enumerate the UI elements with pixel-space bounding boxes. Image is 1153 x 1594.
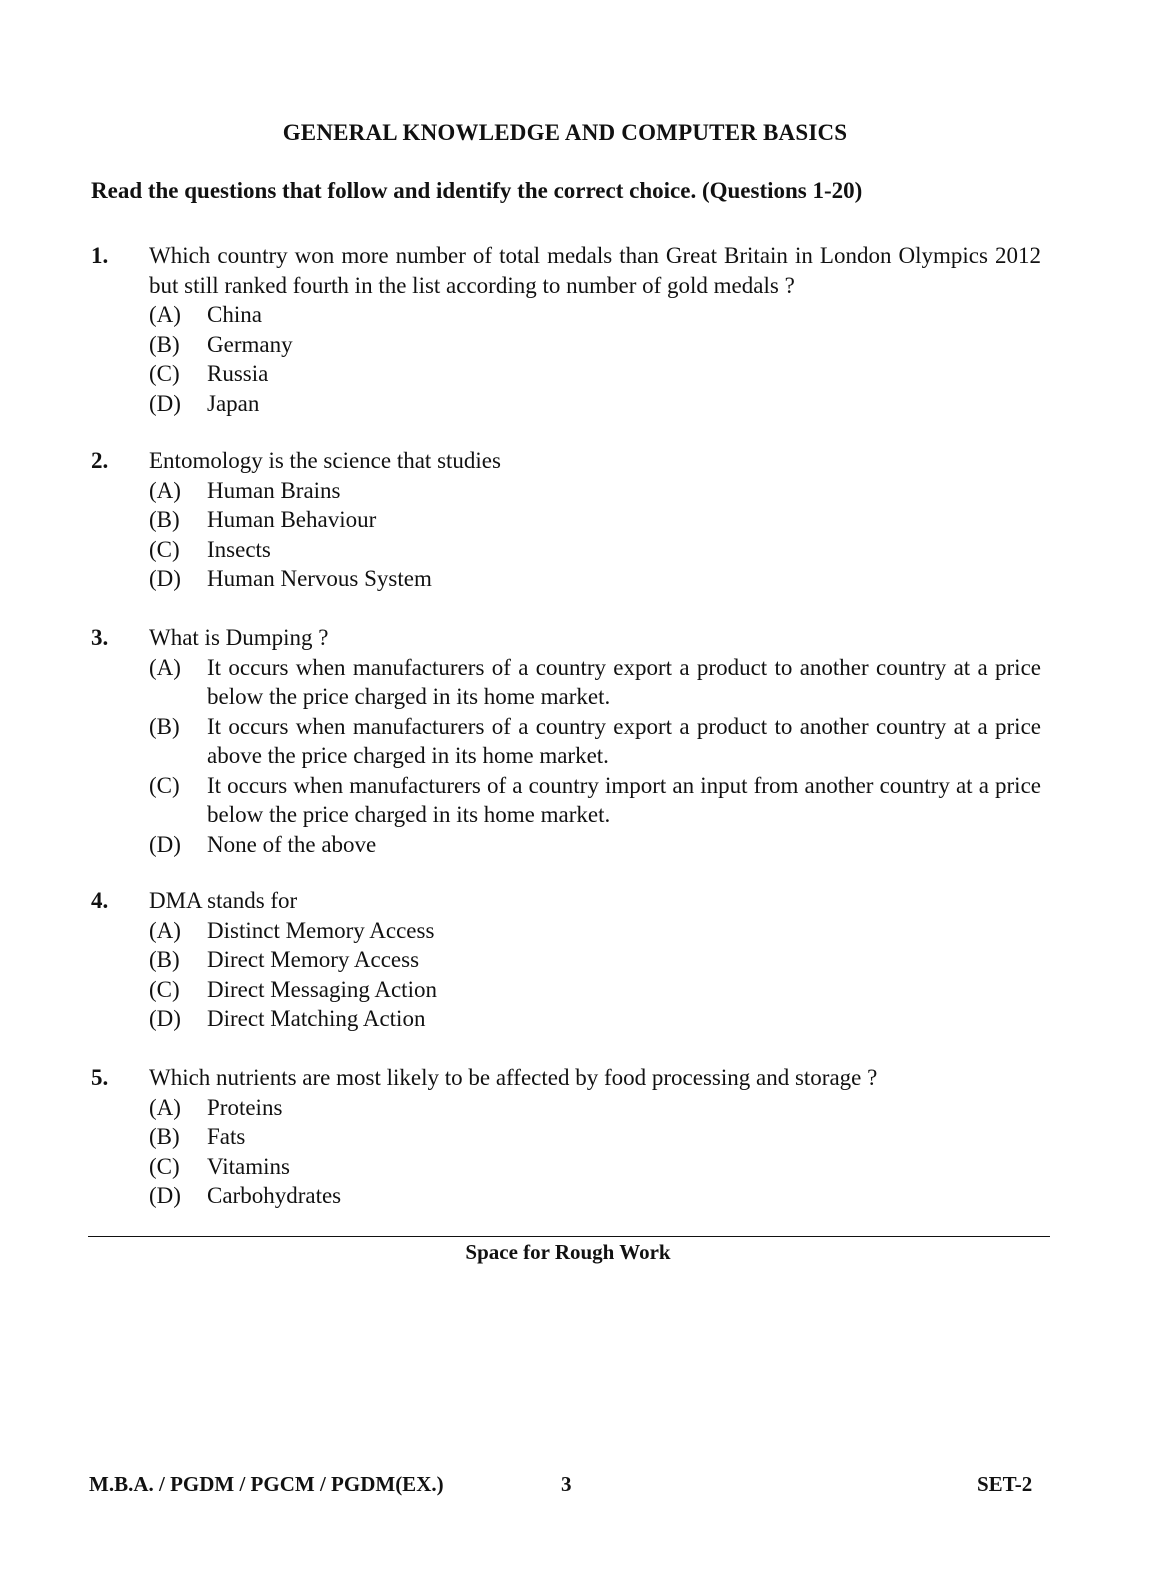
- option-letter: (A): [149, 1094, 181, 1120]
- question-number: 5.: [91, 1065, 109, 1090]
- option-c: [149, 359, 1041, 389]
- question-text: What is Dumping ?: [149, 625, 329, 650]
- page-title: GENERAL KNOWLEDGE AND COMPUTER BASICS: [282, 120, 848, 145]
- option-letter: (C): [149, 976, 180, 1002]
- question-number: 1.: [91, 243, 109, 268]
- option-b: [149, 330, 1041, 360]
- option-b: [149, 945, 1041, 975]
- option-text: Direct Messaging Action: [207, 976, 437, 1002]
- option-letter: (C): [149, 772, 180, 798]
- option-a: [149, 1093, 1041, 1123]
- option-letter: (A): [149, 477, 181, 503]
- option-text: Human Nervous System: [207, 566, 432, 591]
- option-b: [149, 505, 1041, 535]
- option-letter: (C): [149, 536, 180, 562]
- option-text: Russia: [207, 361, 269, 386]
- option-letter: (D): [149, 566, 181, 591]
- option-text: It occurs when manufacturers of a country import an input from another country at a price below the price charged in its home market.: [207, 772, 1041, 827]
- option-d: [149, 389, 1041, 419]
- option-letter: (A): [149, 302, 181, 327]
- option-d: [149, 1004, 1041, 1034]
- option-letter: (D): [149, 831, 181, 857]
- option-letter: (D): [149, 1183, 181, 1208]
- question-text: DMA stands for: [149, 888, 298, 913]
- option-letter: (D): [149, 390, 181, 416]
- question-text: Which country won more number of total medals than Great Britain in London Olympics 2012 but still ranked fourth in the list according to number of gold medals ?: [149, 243, 1041, 298]
- footer-course: M.B.A. / PGDM / PGCM / PGDM(EX.): [89, 1472, 444, 1496]
- option-text: Germany: [207, 331, 293, 357]
- option-c: [149, 975, 1041, 1005]
- question-text: Which nutrients are most likely to be affected by food processing and storage ?: [149, 1065, 878, 1090]
- question-4: [91, 886, 1041, 1034]
- instruction: Read the questions that follow and identify the correct choice. (Questions 1-20): [91, 178, 863, 203]
- option-b: [149, 1122, 1041, 1152]
- question-2: [91, 446, 1041, 594]
- rough-work-label: Space for Rough Work: [465, 1240, 671, 1264]
- option-b: [149, 712, 1041, 771]
- option-text: It occurs when manufacturers of a country export a product to another country at a price below the price charged in its home market.: [207, 654, 1041, 709]
- question-text: Entomology is the science that studies: [149, 448, 501, 473]
- option-a: [149, 300, 1041, 330]
- option-letter: (B): [149, 1124, 180, 1149]
- option-text: Human Brains: [207, 477, 341, 503]
- option-d: [149, 1181, 1041, 1211]
- option-text: Japan: [207, 390, 260, 416]
- option-text: Fats: [207, 1124, 246, 1149]
- option-d: [149, 564, 1041, 594]
- option-text: Direct Memory Access: [207, 947, 420, 972]
- option-text: None of the above: [207, 831, 377, 857]
- option-a: [149, 653, 1041, 712]
- option-text: Proteins: [207, 1094, 283, 1120]
- option-letter: (B): [149, 947, 180, 972]
- option-text: Distinct Memory Access: [207, 917, 435, 943]
- option-c: [149, 535, 1041, 565]
- option-letter: (A): [149, 654, 181, 680]
- question-number: 2.: [91, 448, 109, 473]
- option-text: China: [207, 302, 262, 327]
- footer-page-number: 3: [561, 1472, 572, 1496]
- question-number: 4.: [91, 888, 109, 913]
- option-c: [149, 771, 1041, 830]
- option-letter: (C): [149, 1153, 180, 1179]
- footer-set: SET-2: [977, 1472, 1033, 1496]
- question-3: [91, 623, 1041, 859]
- option-letter: (C): [149, 361, 180, 386]
- question-5: [91, 1063, 1041, 1211]
- option-letter: (B): [149, 507, 180, 532]
- option-text: Human Behaviour: [207, 507, 377, 532]
- option-text: Direct Matching Action: [207, 1006, 426, 1031]
- option-letter: (D): [149, 1006, 181, 1031]
- option-d: [149, 830, 1041, 860]
- option-letter: (B): [149, 331, 180, 357]
- option-text: Vitamins: [207, 1153, 290, 1179]
- option-a: [149, 476, 1041, 506]
- question-1: [91, 241, 1041, 418]
- option-letter: (A): [149, 917, 181, 943]
- question-number: 3.: [91, 625, 109, 650]
- option-c: [149, 1152, 1041, 1182]
- option-text: It occurs when manufacturers of a country export a product to another country at a price above the price charged in its home market.: [207, 713, 1041, 768]
- option-text: Insects: [207, 536, 271, 562]
- rough-work-divider: [88, 1236, 1050, 1237]
- option-a: [149, 916, 1041, 946]
- option-text: Carbohydrates: [207, 1183, 342, 1208]
- option-letter: (B): [149, 713, 180, 739]
